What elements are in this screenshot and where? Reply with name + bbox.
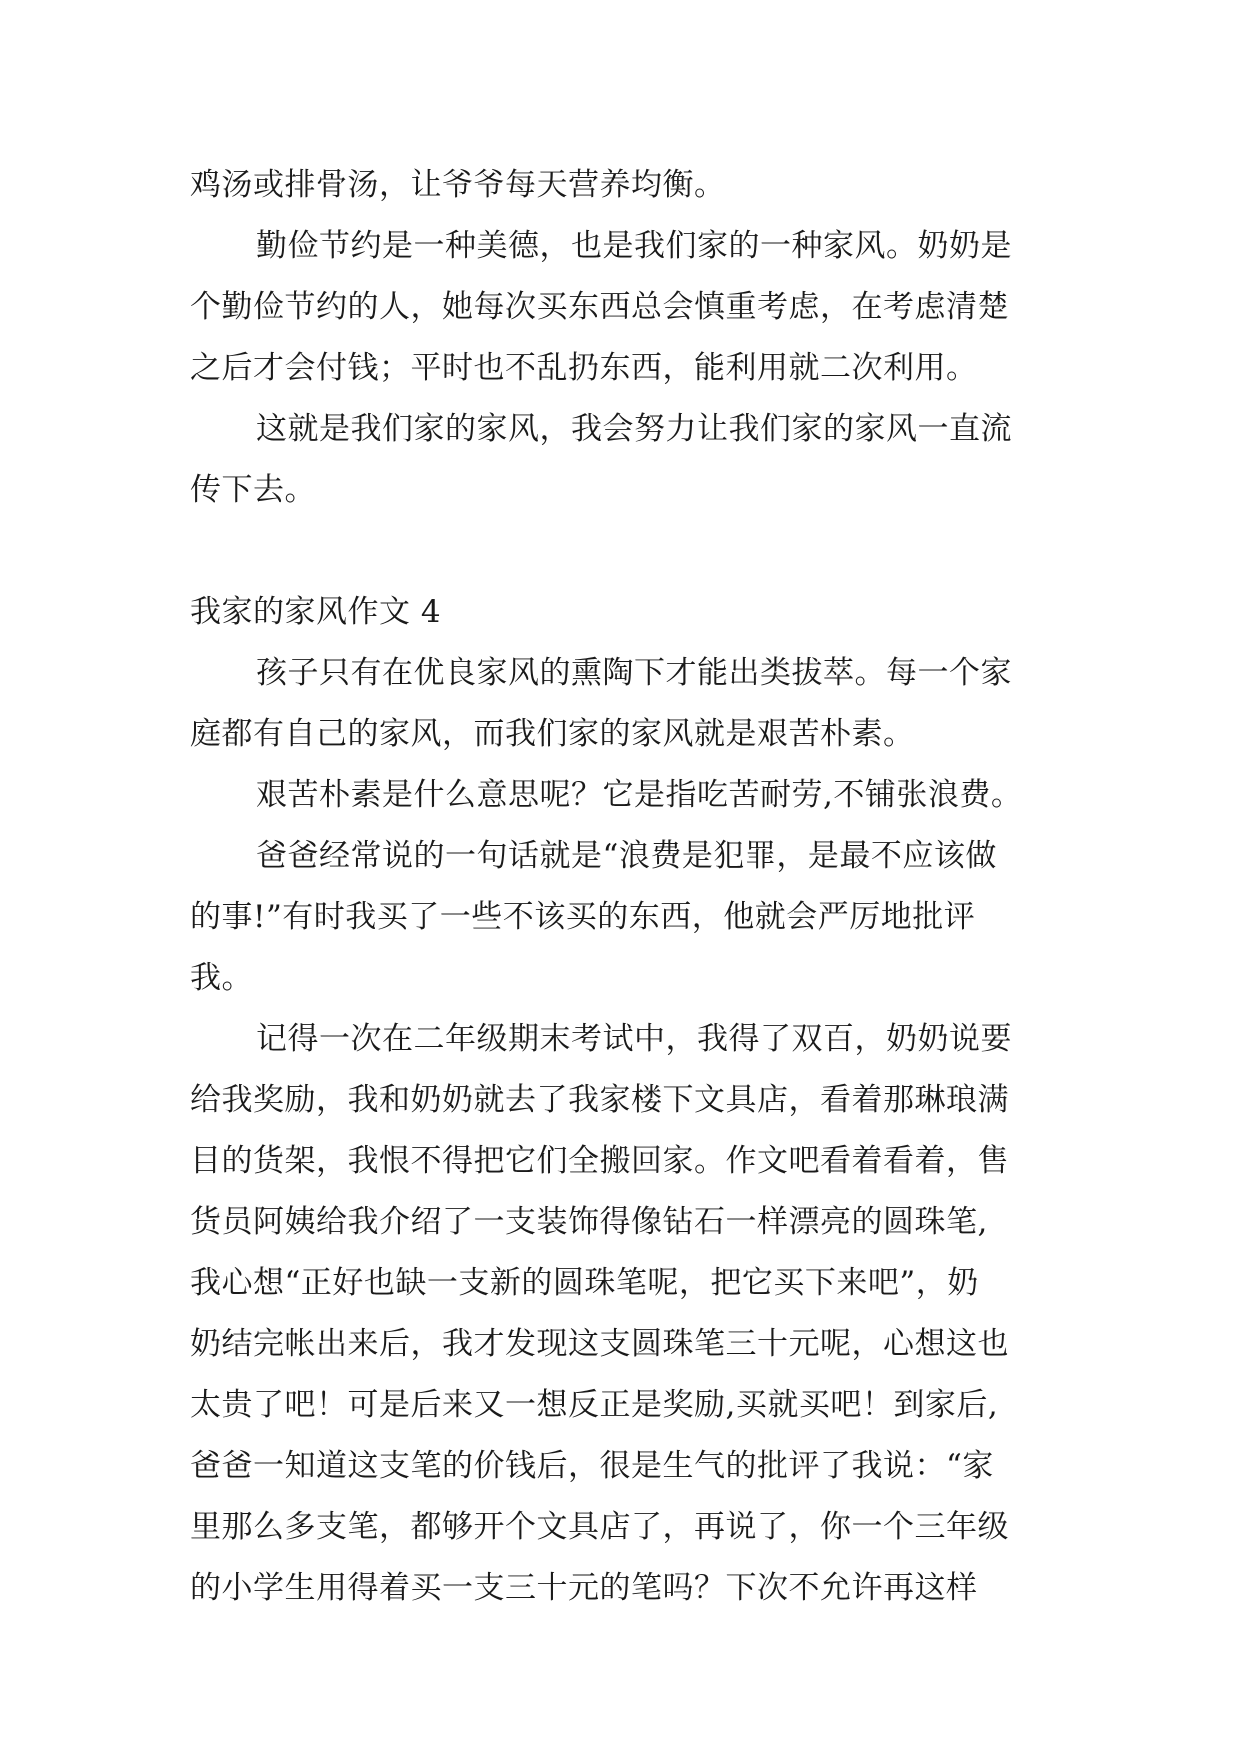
paragraph-line: 庭都有自己的家风，而我们家的家风就是艰苦朴素。 xyxy=(190,716,915,752)
paragraph-line: 奶结完帐出来后，我才发现这支圆珠笔三十元呢，心想这也 xyxy=(190,1326,1009,1362)
paragraph-line: 货员阿姨给我介绍了一支装饰得像钻石一样漂亮的圆珠笔, xyxy=(190,1204,988,1240)
paragraph-line: 之后才会付钱；平时也不乱扔东西，能利用就二次利用。 xyxy=(190,350,978,386)
paragraph-line: 的小学生用得着买一支三十元的笔吗？下次不允许再这样 xyxy=(190,1570,978,1606)
paragraph-line: 的事!”有时我买了一些不该买的东西，他就会严厉地批评 xyxy=(190,899,976,935)
paragraph-line: 孩子只有在优良家风的熏陶下才能出类拔萃。每一个家 xyxy=(256,655,1012,691)
paragraph-line: 太贵了吧！可是后来又一想反正是奖励,买就买吧！到家后, xyxy=(190,1387,999,1423)
paragraph-line: 传下去。 xyxy=(190,472,316,508)
paragraph-line: 鸡汤或排骨汤，让爷爷每天营养均衡。 xyxy=(190,167,726,203)
paragraph-line: 目的货架，我恨不得把它们全搬回家。作文吧看着看着，售 xyxy=(190,1143,1009,1179)
paragraph-line: 艰苦朴素是什么意思呢？它是指吃苦耐劳,不铺张浪费。 xyxy=(256,777,1023,813)
paragraph-line: 记得一次在二年级期末考试中，我得了双百，奶奶说要 xyxy=(256,1021,1012,1057)
paragraph-line: 个勤俭节约的人，她每次买东西总会慎重考虑，在考虑清楚 xyxy=(190,289,1009,325)
paragraph-line: 里那么多支笔，都够开个文具店了，再说了，你一个三年级 xyxy=(190,1509,1009,1545)
document-page xyxy=(190,155,1050,1619)
paragraph-line: 我心想“正好也缺一支新的圆珠笔呢，把它买下来吧”，奶 xyxy=(190,1265,979,1301)
section-title: 我家的家风作文 4 xyxy=(190,594,442,630)
paragraph-line: 这就是我们家的家风，我会努力让我们家的家风一直流 xyxy=(256,411,1012,447)
section-gap xyxy=(190,521,1050,582)
paragraph-line: 爸爸经常说的一句话就是“浪费是犯罪，是最不应该做 xyxy=(256,838,997,874)
paragraph-line: 勤俭节约是一种美德，也是我们家的一种家风。奶奶是 xyxy=(256,228,1012,264)
paragraph-line: 给我奖励，我和奶奶就去了我家楼下文具店，看着那琳琅满 xyxy=(190,1082,1009,1118)
paragraph-line: 爸爸一知道这支笔的价钱后，很是生气的批评了我说：“家 xyxy=(190,1448,994,1484)
paragraph-line: 我。 xyxy=(190,960,253,996)
